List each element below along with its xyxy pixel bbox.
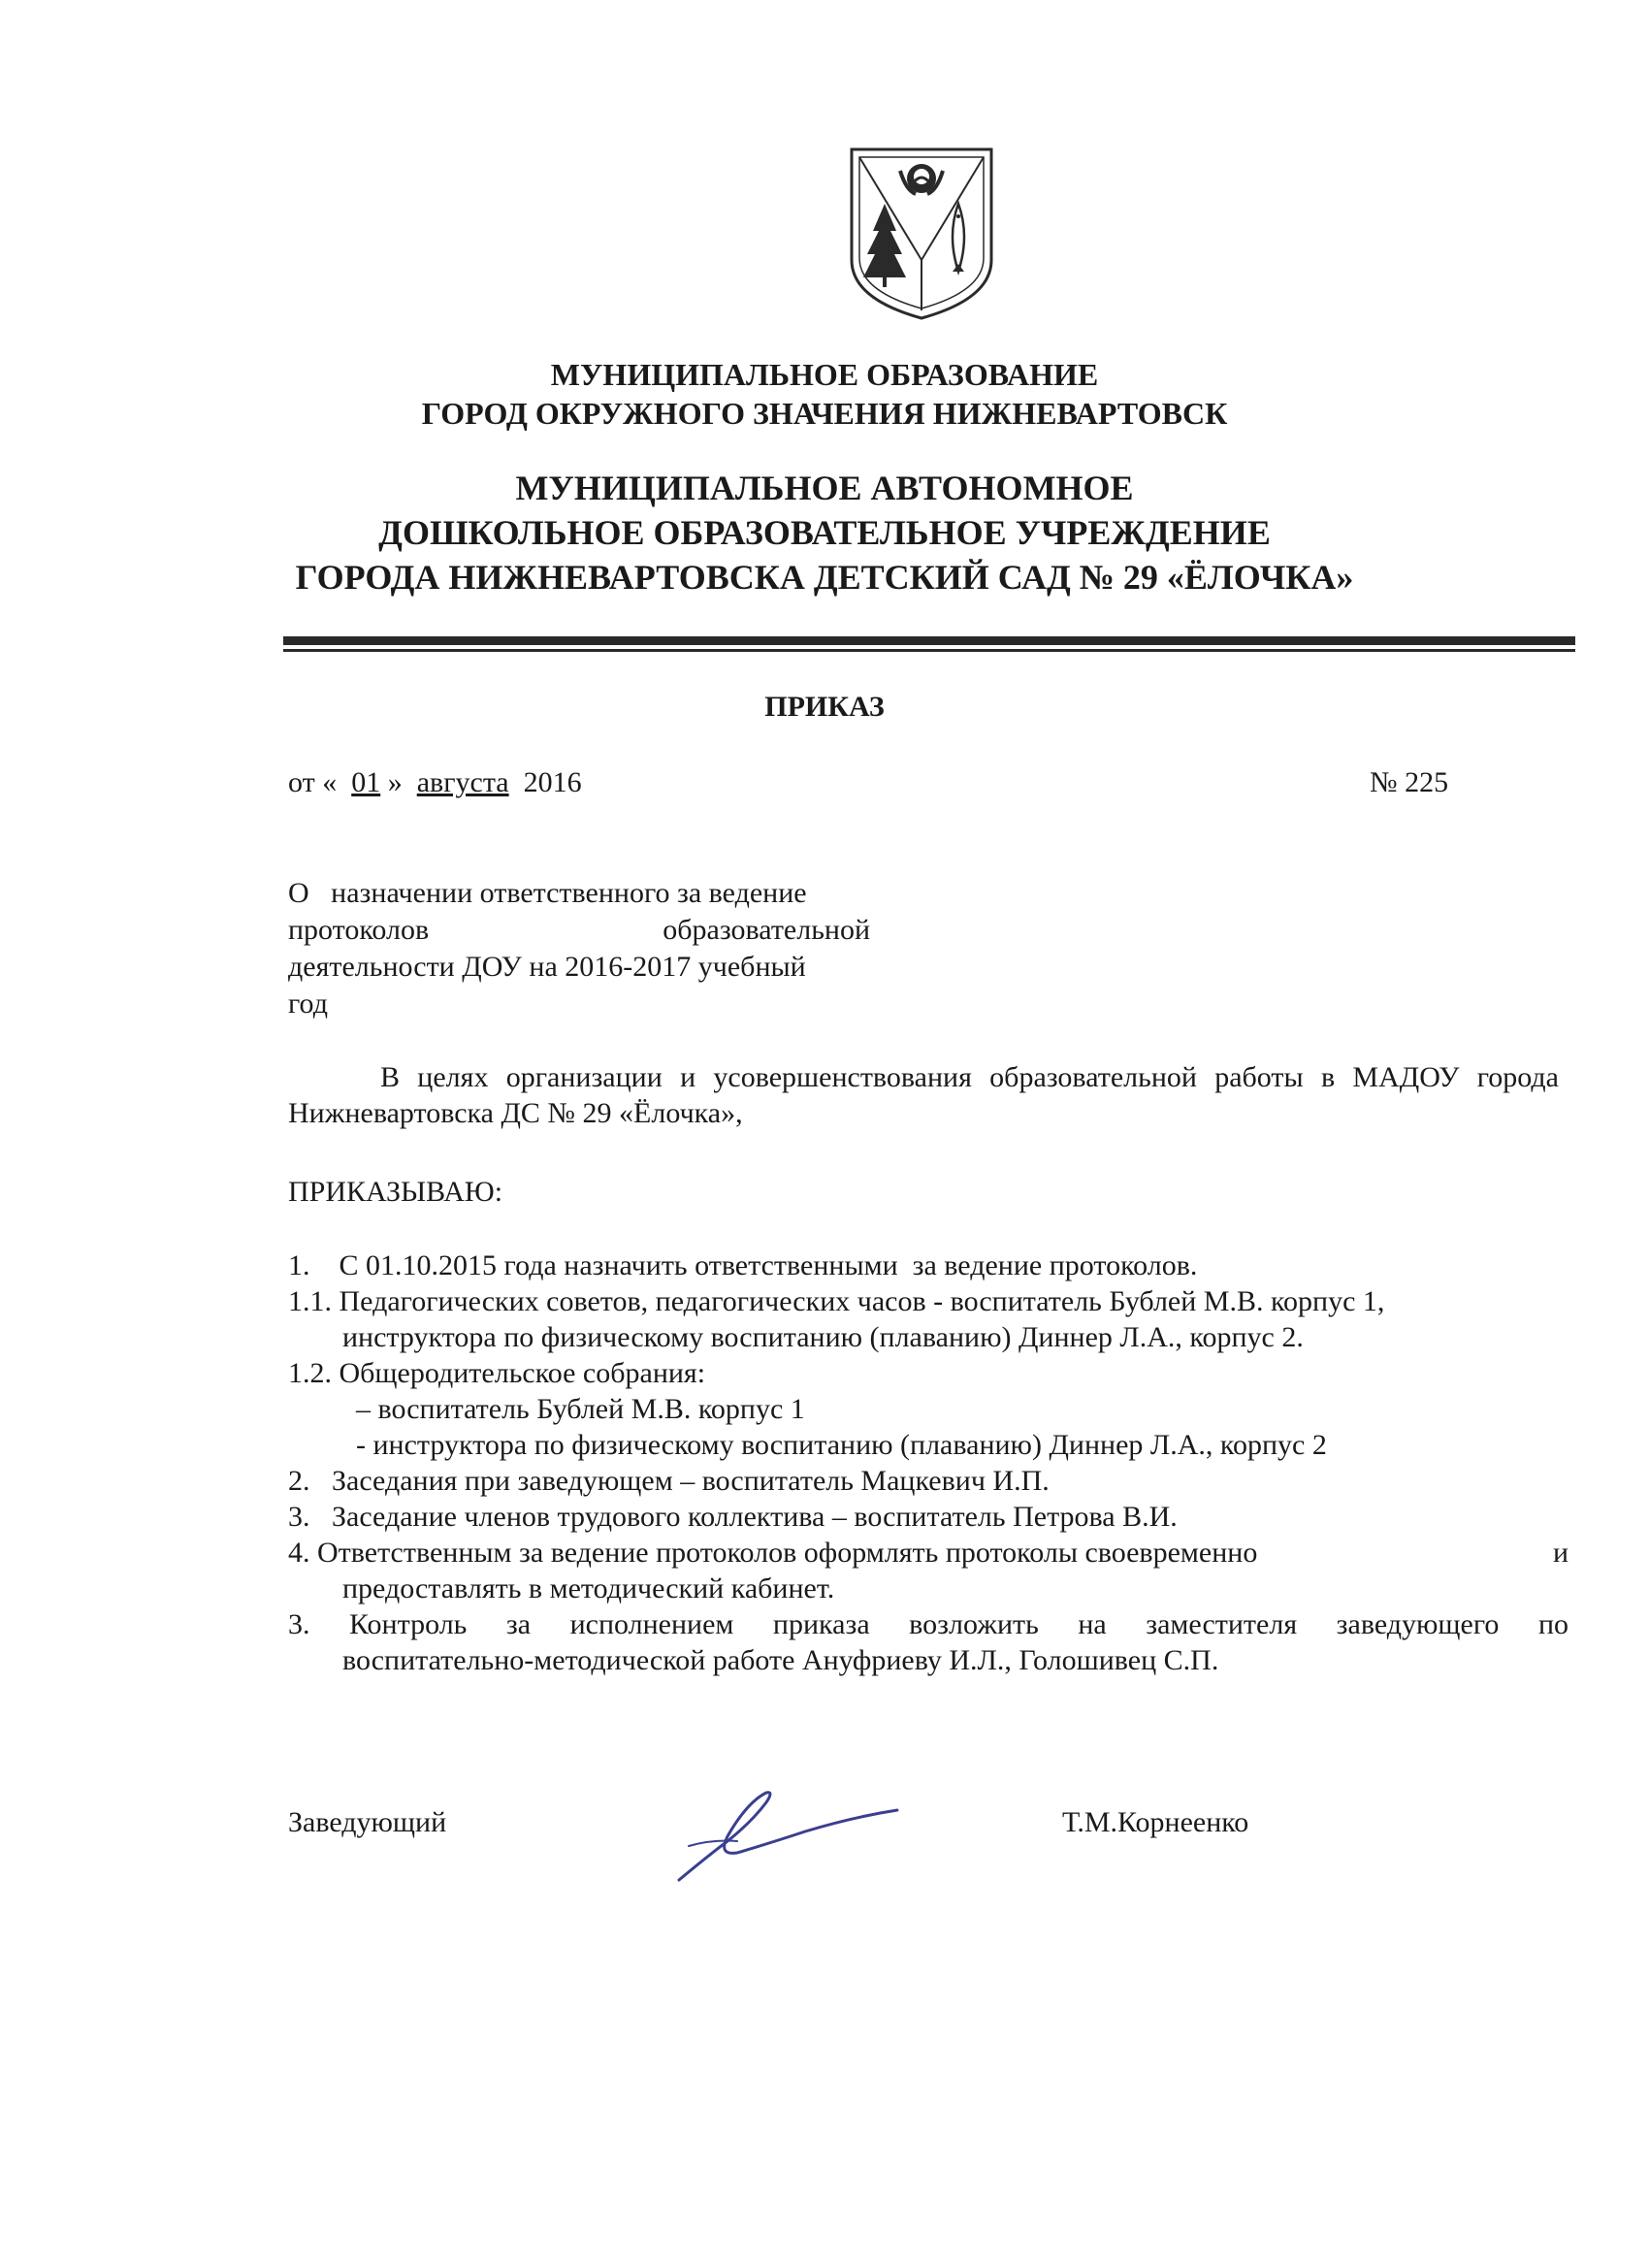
header-divider-thick [283, 636, 1575, 645]
handwritten-signature [669, 1764, 902, 1890]
list-sub-item: - инструктора по физическому воспитанию (плаванию) Диннер Л.А., корпус 2 [356, 1429, 1327, 1461]
municipality-line-1: МУНИЦИПАЛЬНОЕ ОБРАЗОВАНИЕ [550, 357, 1099, 392]
date-month: августа [416, 766, 509, 798]
document-subject [288, 875, 870, 1022]
list-item: 3. Контроль за исполнением приказа возложить на заместителя заведующего по [288, 1608, 1568, 1640]
list-item-continuation: инструктора по физическому воспитанию (плаванию) Диннер Л.А., корпус 2. [342, 1321, 1304, 1353]
date-year: 2016 [523, 766, 582, 798]
list-item: 1. С 01.10.2015 года назначить ответственными за ведение протоколов. [288, 1249, 1198, 1281]
list-item-continuation: предоставлять в методический кабинет. [342, 1572, 835, 1604]
organization-line-2: ДОШКОЛЬНОЕ ОБРАЗОВАТЕЛЬНОЕ УЧРЕЖДЕНИЕ [378, 513, 1271, 552]
municipality-line-2: ГОРОД ОКРУЖНОГО ЗНАЧЕНИЯ НИЖНЕВАРТОВСК [421, 396, 1228, 431]
signatory-role: Заведующий [288, 1806, 447, 1838]
organization-line-1: МУНИЦИПАЛЬНОЕ АВТОНОМНОЕ [515, 469, 1134, 507]
subject-line-2-right: образовательной [663, 914, 870, 946]
list-item-text-end: и [1552, 1537, 1568, 1569]
list-item: 1.1. Педагогических советов, педагогических часов - воспитатель Бублей М.В. корпус 1, [288, 1285, 1385, 1317]
organization-line-3: ГОРОДА НИЖНЕВАРТОВСКА ДЕТСКИЙ САД № 29 «ЁЛОЧКА» [295, 558, 1354, 597]
date-day: 01 [351, 766, 381, 798]
subject-line-4: год [288, 988, 328, 1020]
signatory-name: Т.М.Корнеенко [1062, 1806, 1249, 1838]
document-date [288, 766, 582, 799]
document-title: ПРИКАЗ [764, 691, 885, 723]
order-items [288, 1247, 1568, 1678]
date-prefix: от « [288, 766, 338, 798]
municipality-header [233, 355, 1416, 433]
list-item: 2. Заседания при заведующем – воспитатель Мацкевич И.П. [288, 1465, 1050, 1497]
header-divider-thin [283, 649, 1575, 652]
list-item: 1.2. Общеродительское собрания: [288, 1357, 706, 1389]
document-number: № 225 [1370, 766, 1449, 798]
date-mid: » [387, 766, 403, 798]
coat-of-arms-emblem [844, 144, 999, 323]
subject-line-2-left: протоколов [288, 914, 430, 946]
list-item-continuation: воспитательно-методической работе Ануфриеву И.Л., Голошивец С.П. [342, 1644, 1219, 1676]
subject-line-3: деятельности ДОУ на 2016-2017 учебный [288, 951, 806, 983]
organization-header [233, 466, 1416, 599]
subject-line-1: О назначении ответственного за ведение [288, 877, 807, 909]
list-sub-item: – воспитатель Бублей М.В. корпус 1 [356, 1393, 805, 1425]
subject-line-2 [288, 912, 870, 949]
order-word: ПРИКАЗЫВАЮ: [288, 1176, 503, 1208]
list-item-text: 4. Ответственным за ведение протоколов оформлять протоколы своевременно [288, 1537, 1258, 1569]
list-item: 3. Заседание членов трудового коллектива – воспитатель Петрова В.И. [288, 1501, 1178, 1533]
intro-paragraph: В целях организации и усовершенствования образовательной работы в МАДОУ города Нижневартовска ДС № 29 «Ёлочка», [288, 1061, 1559, 1129]
list-item [288, 1535, 1568, 1571]
